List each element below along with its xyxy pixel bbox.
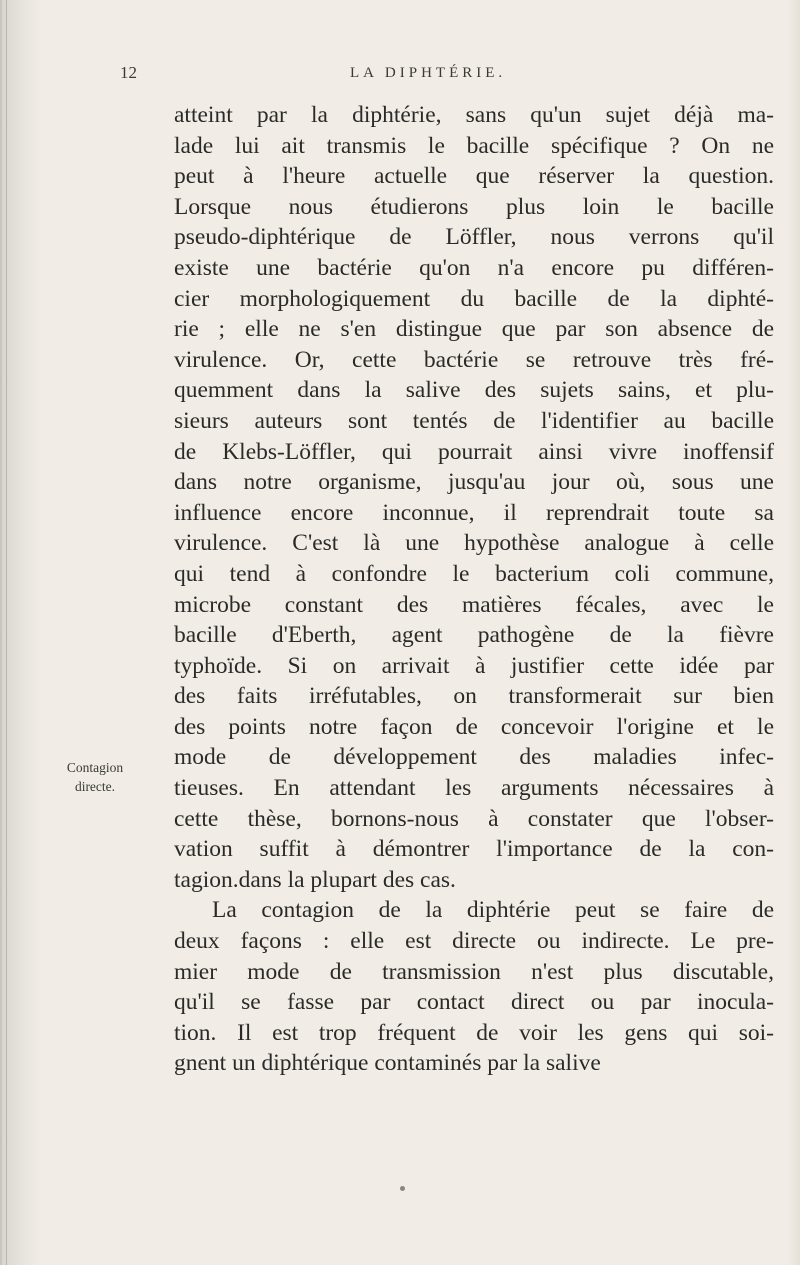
text-line: virulence. C'est là une hypothèse analogue à celle [174, 530, 774, 557]
text-line: sieurs auteurs sont tentés de l'identifier au bacille [174, 407, 774, 434]
text-line: typhoïde. Si on arrivait à justifier cette idée par [174, 652, 774, 679]
text-line: existe une bactérie qu'on n'a encore pu différen- [174, 254, 774, 281]
binding-edge-line [6, 0, 7, 1265]
margin-note-line-2: directe. [74, 779, 116, 794]
text-line: atteint par la diphtérie, sans qu'un sujet déjà ma- [174, 102, 774, 128]
text-line: Lorsque nous étudierons plus loin le bacille [174, 193, 774, 220]
text-line: deux façons : elle est directe ou indirecte. Le pre- [174, 928, 774, 955]
page-number: 12 [120, 63, 137, 82]
paragraph-1 [174, 100, 774, 895]
text-line: qu'il se fasse par contact direct ou par inocula- [174, 989, 774, 1016]
body-text [174, 100, 774, 1079]
text-line: influence encore inconnue, il reprendrait toute sa [174, 499, 774, 526]
text-line: gnent un diphtérique contaminés par la salive [174, 1050, 601, 1077]
ink-speck [400, 1186, 405, 1191]
text-line: tagion.dans la plupart des cas. [174, 866, 456, 893]
running-title: LA DIPHTÉRIE. [350, 65, 507, 81]
text-line: vation suffit à démontrer l'importance de la con- [174, 836, 774, 863]
page-right-edge [788, 0, 800, 1265]
text-line: tion. Il est trop fréquent de voir les gens qui soi- [174, 1019, 774, 1046]
text-line: microbe constant des matières fécales, avec le [174, 591, 774, 618]
text-line: peut à l'heure actuelle que réserver la question. [174, 163, 774, 190]
text-line: virulence. Or, cette bactérie se retrouve très fré- [174, 346, 774, 373]
text-line: dans notre organisme, jusqu'au jour où, sous une [174, 469, 774, 496]
text-line: cier morphologiquement du bacille de la diphté- [174, 285, 774, 312]
text-line: cette thèse, bornons-nous à constater que l'obser- [174, 805, 774, 832]
text-line: tieuses. En attendant les arguments nécessaires à [174, 775, 774, 802]
text-line: de Klebs-Löffler, qui pourrait ainsi vivre inoffensif [174, 438, 774, 465]
paragraph-2 [174, 895, 774, 1079]
text-line: mode de développement des maladies infec- [174, 744, 774, 771]
text-line: bacille d'Eberth, agent pathogène de la fièvre [174, 622, 774, 649]
margin-note [47, 758, 143, 796]
text-line: pseudo-diphtérique de Löffler, nous verrons qu'il [174, 224, 774, 251]
text-line: mier mode de transmission n'est plus discutable, [174, 958, 774, 985]
text-line: lade lui ait transmis le bacille spécifique ? On ne [174, 132, 774, 159]
text-line: des points notre façon de concevoir l'origine et le [174, 713, 774, 740]
text-line: quemment dans la salive des sujets sains, et plu- [174, 377, 774, 404]
running-head [120, 62, 780, 84]
text-line: La contagion de la diphtérie peut se faire de [212, 897, 774, 924]
text-line: rie ; elle ne s'en distingue que par son absence de [174, 316, 774, 343]
margin-note-line-1: Contagion [66, 760, 124, 775]
text-line: des faits irréfutables, on transformerait sur bien [174, 683, 774, 710]
text-line: qui tend à confondre le bacterium coli commune, [174, 560, 774, 587]
